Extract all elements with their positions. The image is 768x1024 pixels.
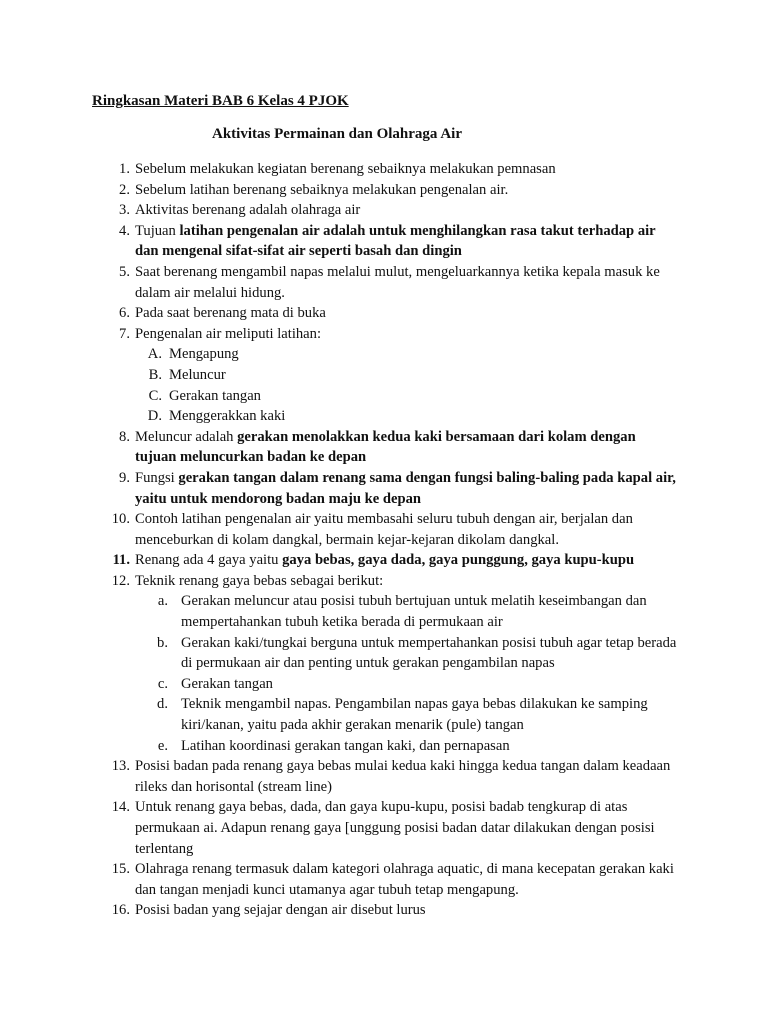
list-item [0, 159, 768, 180]
list-item-number: 6. [119, 305, 130, 322]
text-span: Sebelum melakukan kegiatan berenang sebaiknya melakukan pemnasan [135, 161, 556, 177]
text-span: Pengenalan air meliputi latihan: [135, 325, 322, 342]
list-item-text [135, 180, 680, 201]
list-item-number: 11. [112, 552, 130, 569]
sub-list-text: Menggerakkan kaki [169, 408, 286, 425]
sub-list-marker: D. [147, 408, 162, 425]
sub-list-item [0, 736, 768, 757]
sub-list-text: Gerakan tangan [169, 387, 261, 404]
list-item [0, 900, 768, 921]
sub-list-marker: b. [157, 634, 168, 651]
list-item-text [135, 900, 680, 921]
text-span: Pada saat berenang mata di buka [135, 305, 326, 322]
list-item [0, 859, 768, 900]
text-span: Tujuan [135, 222, 180, 239]
numbered-list [0, 159, 768, 921]
document-subtitle: Aktivitas Permainan dan Olahraga Air [212, 126, 463, 142]
text-span: Renang ada 4 gaya yaitu [135, 552, 283, 569]
list-item [0, 468, 768, 509]
bold-text: gerakan tangan dalam renang sama dengan fungsi baling-baling pada kapal air, yaitu untuk mendorong badan maju ke depan [135, 469, 676, 507]
list-item-number: 5. [119, 263, 130, 280]
list-item-text [135, 427, 680, 468]
list-item-text [135, 797, 680, 859]
list-item-number: 16. [111, 902, 130, 919]
sub-list-marker: d. [157, 696, 168, 713]
sub-list-item [0, 591, 768, 632]
sub-list-marker: C. [148, 387, 162, 404]
text-span: Contoh latihan pengenalan air yaitu membasahi seluru tubuh dengan air, berjalan dan menceburkan di kolam dangkal, bermain kejar-kejaran dikolam dangkal. [135, 511, 633, 548]
list-item-number: 9. [119, 469, 130, 486]
sub-list-item [0, 344, 768, 365]
list-item-number: 8. [119, 428, 130, 445]
sub-list-item [0, 406, 768, 427]
list-item-text [135, 468, 680, 509]
list-item [0, 571, 768, 592]
list-item-number: 1. [119, 161, 130, 177]
list-item-number: 2. [119, 181, 130, 198]
list-item-text [135, 550, 680, 571]
list-item-text [135, 859, 680, 900]
list-item [0, 756, 768, 797]
sub-list-marker: e. [157, 737, 168, 754]
document-title: Ringkasan Materi BAB 6 Kelas 4 PJOK [92, 93, 349, 109]
list-item-text [135, 509, 680, 550]
text-span: Posisi badan pada renang gaya bebas mulai kedua kaki hingga kedua tangan dalam keadaan rileks dan horisontal (stream line) [135, 758, 671, 795]
text-span: Olahraga renang termasuk dalam kategori olahraga aquatic, di mana kecepatan gerakan kaki dan tangan menjadi kunci utamanya agar tubuh tetap mengapung. [135, 861, 674, 898]
list-item-number: 3. [119, 202, 130, 219]
list-item-text [135, 571, 680, 592]
sub-list-item [0, 694, 768, 735]
list-item [0, 221, 768, 262]
text-span: Posisi badan yang sejajar dengan air disebut lurus [135, 902, 426, 919]
list-item-text [135, 200, 680, 221]
list-item-number: 15. [111, 861, 130, 878]
list-item-number: 10. [111, 511, 130, 528]
list-item-number: 14. [111, 799, 130, 816]
sub-list-item [0, 365, 768, 386]
sub-list-marker: B. [148, 366, 162, 383]
sub-list-text: Gerakan tangan [181, 675, 273, 692]
list-item-text [135, 303, 680, 324]
sub-list-item [0, 674, 768, 695]
list-item-number: 12. [111, 572, 130, 589]
text-span: Saat berenang mengambil napas melalui mulut, mengeluarkannya ketika kepala masuk ke dalam air melalui hidung. [135, 263, 660, 301]
text-span: Teknik renang gaya bebas sebagai berikut: [135, 572, 384, 589]
sub-list-marker: c. [157, 675, 168, 692]
text-span: Untuk renang gaya bebas, dada, dan gaya kupu-kupu, posisi badab tengkurap di atas permukaan ai. Adapun renang gaya [unggung posisi badan datar dilakukan dengan posisi terlentang [135, 799, 655, 857]
list-item-text [135, 221, 680, 262]
bold-text: gerakan menolakkan kedua kaki bersamaan dari kolam dengan tujuan meluncurkan badan ke depan [135, 428, 636, 466]
list-item-number: 13. [111, 758, 130, 775]
list-item [0, 324, 768, 345]
sub-list-item [0, 386, 768, 407]
list-item [0, 200, 768, 221]
bold-text: latihan pengenalan air adalah untuk menghilangkan rasa takut terhadap air dan mengenal sifat-sifat air seperti basah dan dingin [135, 222, 656, 260]
list-item [0, 427, 768, 468]
list-item-text [135, 324, 680, 345]
sub-list-item [0, 633, 768, 674]
sub-list-marker: A. [147, 346, 162, 363]
list-item [0, 180, 768, 201]
sub-list-text: Meluncur [169, 366, 226, 383]
text-span: Fungsi [135, 469, 179, 486]
sub-list-text: Gerakan kaki/tungkai berguna untuk mempertahankan posisi tubuh agar tetap berada di permukaan air dan penting untuk gerakan pengambilan napas [181, 634, 677, 672]
list-item-text [135, 262, 680, 303]
list-item [0, 797, 768, 859]
list-item [0, 550, 768, 571]
list-item-number: 4. [119, 222, 130, 239]
list-item-text [135, 756, 680, 797]
list-item-text [135, 159, 680, 180]
list-item [0, 509, 768, 550]
list-item [0, 262, 768, 303]
sub-list-text: Mengapung [169, 346, 239, 363]
sub-list-text: Teknik mengambil napas. Pengambilan napas gaya bebas dilakukan ke samping kiri/kanan, yaitu pada akhir gerakan menarik (pule) tangan [181, 696, 648, 734]
text-span: Meluncur adalah [135, 428, 238, 445]
list-item-number: 7. [119, 325, 130, 342]
text-span: Aktivitas berenang adalah olahraga air [135, 202, 361, 219]
list-item [0, 303, 768, 324]
sub-list-text: Gerakan meluncur atau posisi tubuh bertujuan untuk melatih keseimbangan dan mempertahankan tubuh ketika berada di permukaan air [181, 593, 647, 631]
sub-list-text: Latihan koordinasi gerakan tangan kaki, dan pernapasan [181, 737, 510, 754]
text-span: Sebelum latihan berenang sebaiknya melakukan pengenalan air. [135, 181, 509, 198]
bold-text: gaya bebas, gaya dada, gaya punggung, gaya kupu-kupu [282, 552, 635, 569]
sub-list-marker: a. [157, 593, 168, 610]
